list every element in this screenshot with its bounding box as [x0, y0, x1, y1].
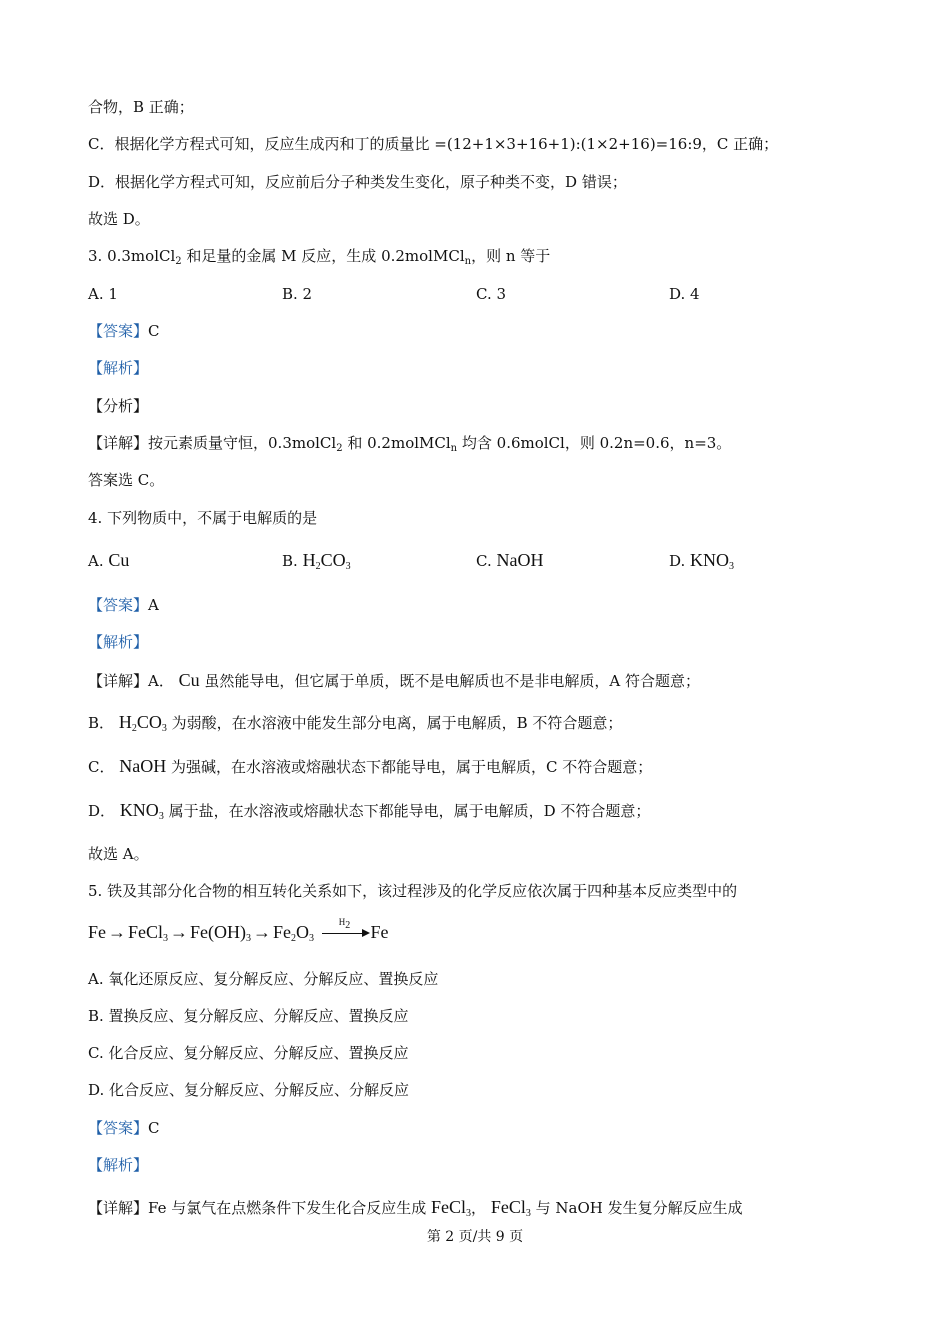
detail-line: C． NaOH 为强碱，在水溶液或熔融状态下都能导电，属于电解质，C 不符合题意； — [88, 756, 653, 776]
option-d: D. 化合反应、复分解反应、分解反应、分解反应 — [88, 1081, 410, 1099]
detail-line: 【详解】Fe 与氯气在点燃条件下发生化合反应生成 FeCl$_3$， FeCl$_3$ 与 NaOH 发生复分解反应生成 — [88, 1197, 743, 1219]
detail-line: 【详解】按元素质量守恒，0.3molCl$_2$ 和 0.2molMCl$_n$ 均含 0.6molCl，则 0.2n=0.6，n=3。 — [88, 434, 732, 454]
option-b: B. $H_2CO_3$ — [282, 550, 351, 572]
text-line: 故选 A。 — [88, 845, 149, 863]
text-line: D．根据化学方程式可知，反应前后分子种类发生变化，原子种类不变，D 错误； — [88, 173, 627, 191]
option-a: A. 1 — [88, 285, 118, 303]
text-line: 故选 D。 — [88, 210, 150, 228]
text-line: C．根据化学方程式可知，反应生成丙和丁的质量比 =(12+1×3+16+1):(1×2+16)=16:9，C 正确； — [88, 135, 779, 153]
option-d: D. 4 — [669, 285, 700, 303]
text-line: 合物，B 正确； — [88, 98, 194, 116]
fenxi-label: 【分析】 — [88, 397, 149, 415]
detail-line: D． $KNO_3$ 属于盐，在水溶液或熔融状态下都能导电，属于电解质，D 不符合题意； — [88, 800, 651, 822]
analysis-label: 【解析】 — [88, 1156, 149, 1174]
option-c: C. 3 — [476, 285, 507, 303]
question-4: 4. 下列物质中，不属于电解质的是 — [88, 509, 318, 527]
reaction-arrow-h2: $H_2$ — [319, 922, 371, 942]
analysis-label: 【解析】 — [88, 359, 149, 377]
option-b: B. 2 — [282, 285, 313, 303]
answer-line: 【答案】A — [88, 596, 159, 614]
option-d: D. $KNO_3$ — [669, 550, 735, 572]
option-b: B. 置换反应、复分解反应、分解反应、置换反应 — [88, 1007, 409, 1025]
text-line: 答案选 C。 — [88, 471, 165, 489]
option-a: A. Cu — [88, 550, 130, 570]
question-5: 5. 铁及其部分化合物的相互转化关系如下，该过程涉及的化学反应依次属于四种基本反应类型中的 — [88, 882, 738, 900]
answer-line: 【答案】C — [88, 322, 160, 340]
page-footer: 第 2 页/共 9 页 — [426, 1229, 524, 1245]
detail-line: B． $H_2CO_3$ 为弱酸，在水溶液中能发生部分电离，属于电解质，B 不符合题意； — [88, 712, 623, 734]
reaction-equation: Fe → FeCl$_3$ → $Fe(OH)_3 \to Fe_2O_3$ $H_2$ Fe — [88, 917, 389, 944]
question-3: 3. 0.3molCl$_2$ 和足量的金属 M 反应，生成 0.2molMCl$_n$，则 n 等于 — [88, 247, 551, 267]
analysis-label: 【解析】 — [88, 633, 149, 651]
answer-line: 【答案】C — [88, 1119, 160, 1137]
option-c: C. NaOH — [476, 550, 544, 570]
option-a: A. 氧化还原反应、复分解反应、分解反应、置换反应 — [88, 970, 439, 988]
option-c: C. 化合反应、复分解反应、分解反应、置换反应 — [88, 1044, 409, 1062]
detail-line: 【详解】A． Cu 虽然能导电，但它属于单质，既不是电解质也不是非电解质，A 符合题意； — [88, 670, 701, 690]
